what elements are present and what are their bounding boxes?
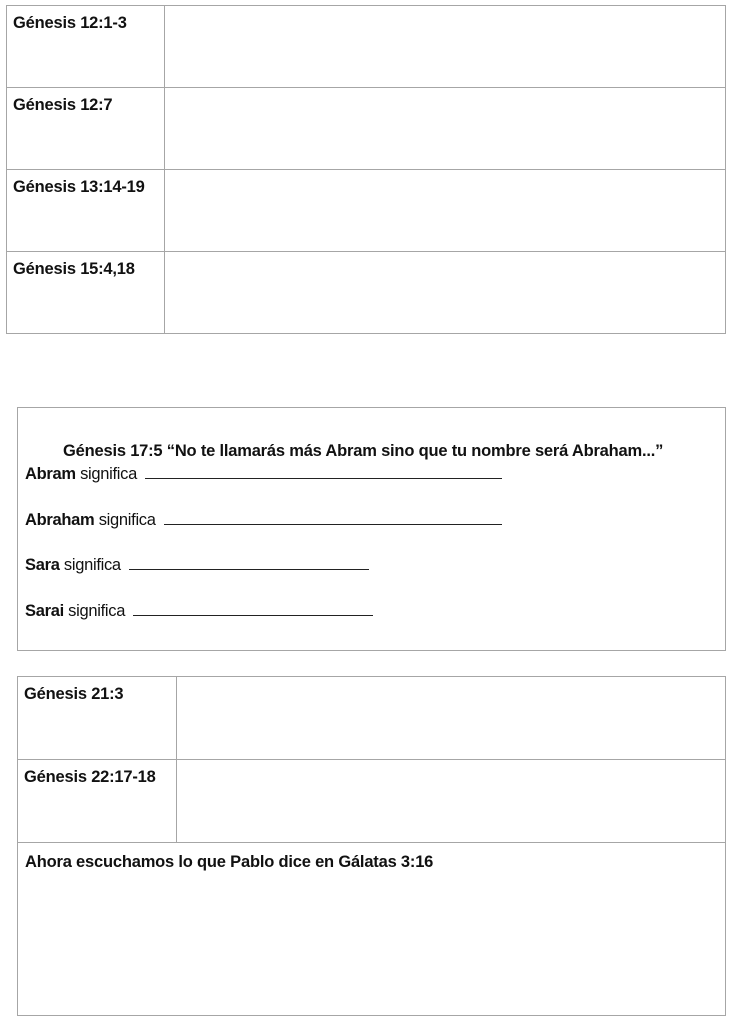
verse-reference: Génesis 12:7	[7, 88, 165, 170]
table-row-galatas	[18, 843, 726, 1016]
significa-label: significa	[80, 465, 137, 483]
answer-blank[interactable]	[145, 464, 502, 479]
answer-cell[interactable]	[165, 6, 726, 88]
galatas-prompt: Ahora escuchamos lo que Pablo dice en Gálatas 3:16	[25, 853, 434, 871]
significa-label: significa	[98, 511, 156, 529]
answer-cell[interactable]	[165, 170, 726, 252]
meaning-line-abram	[25, 464, 502, 484]
verses-table-1	[6, 5, 726, 334]
verse-reference: Génesis 15:4,18	[7, 252, 165, 334]
meaning-line-abraham	[25, 510, 502, 530]
answer-blank[interactable]	[129, 555, 369, 570]
answer-cell[interactable]	[177, 760, 726, 843]
name-label: Sara	[25, 556, 60, 574]
verse-reference: Génesis 21:3	[18, 677, 177, 760]
verses-table-2	[17, 676, 726, 1016]
name-meanings-box	[17, 407, 726, 651]
verse-reference: Génesis 22:17-18	[18, 760, 177, 843]
table-row	[18, 760, 726, 843]
meaning-line-sarai	[25, 601, 373, 621]
table-row	[7, 252, 726, 334]
significa-label: significa	[68, 602, 126, 620]
verse-reference: Génesis 12:1-3	[7, 6, 165, 88]
table-row	[18, 677, 726, 760]
name-label: Sarai	[25, 602, 64, 620]
table-row	[7, 88, 726, 170]
name-label: Abram	[25, 465, 76, 483]
verse-quote-title: Génesis 17:5 “No te llamarás más Abram sino que tu nombre será Abraham...”	[63, 442, 664, 460]
verse-reference: Génesis 13:14-19	[7, 170, 165, 252]
answer-cell[interactable]	[165, 88, 726, 170]
answer-blank[interactable]	[164, 510, 502, 525]
meaning-line-sara	[25, 555, 369, 575]
answer-cell[interactable]	[165, 252, 726, 334]
name-label: Abraham	[25, 511, 95, 529]
significa-label: significa	[63, 556, 121, 574]
answer-cell[interactable]	[177, 677, 726, 760]
table-row	[7, 170, 726, 252]
table-row	[7, 6, 726, 88]
galatas-answer-cell[interactable]	[18, 843, 726, 1016]
answer-blank[interactable]	[133, 601, 373, 616]
